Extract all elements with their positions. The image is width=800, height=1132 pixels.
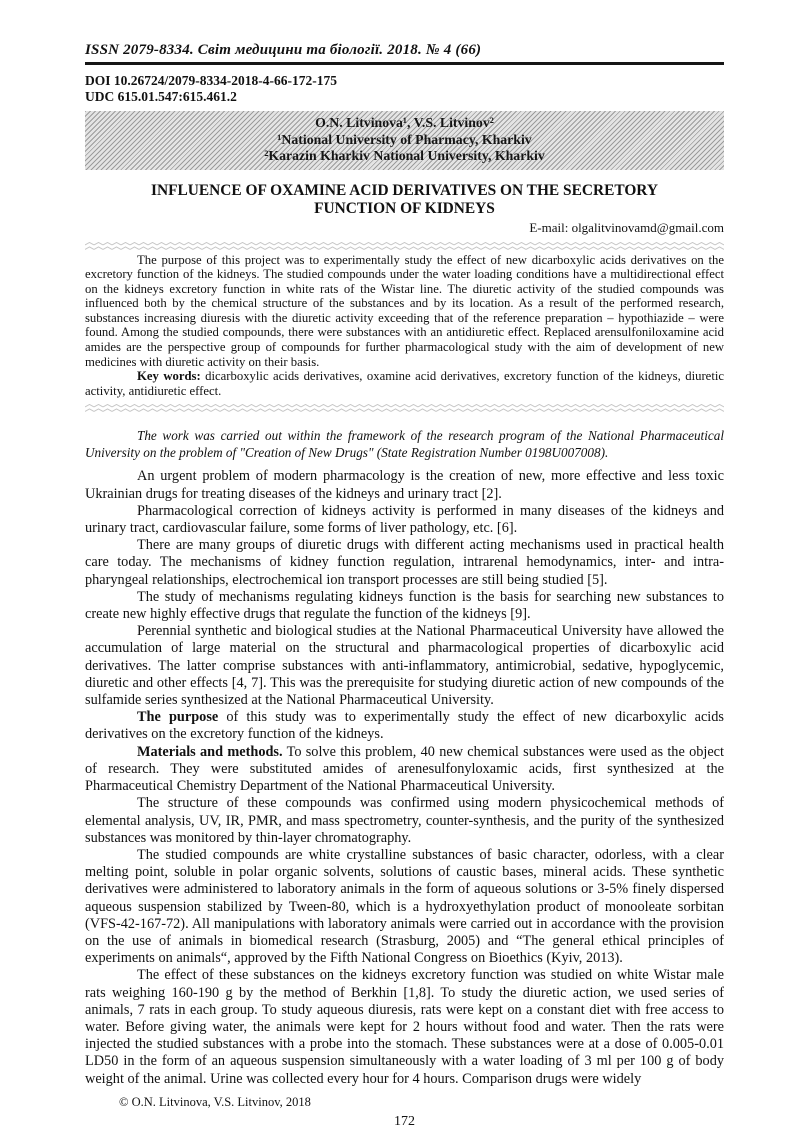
affiliation-2: ²Karazin Kharkiv National University, Kharkiv (264, 148, 545, 163)
body-paragraph: The studied compounds are white crystalline substances of basic character, odorless, with a clear melting point, soluble in polar organic solvents, solutions of caustic bases, mineral acids. These synthetic derivatives were administered to laboratory animals in the form of aqueous solutions or 3-5% finely dispersed aqueous suspension stabilized by Tween-80, which is a hydroxyethylation product of monooleate sorbitan (VFS-42-167-72). All manipulations with laboratory animals were carried out in accordance with the provision on the use of animals in biomedical research (Strasburg, 2005) and “The general ethical principles of experiments on animals“, approved by the Fifth National Congress on Bioethics (Kyiv, 2013). (85, 846, 724, 967)
keywords-line (85, 369, 724, 398)
header-rule (85, 62, 724, 65)
keywords-text: dicarboxylic acids derivatives, oxamine acid derivatives, excretory function of the kidneys, diuretic activity, antidiuretic effect. (85, 369, 724, 398)
article-body (85, 468, 724, 1087)
email-line: E-mail: olgalitvinovamd@gmail.com (529, 219, 724, 235)
body-paragraph: The structure of these compounds was confirmed using modern physicochemical methods of elemental analysis, UV, IR, PMR, and mass spectrometry, counter-synthesis, and the purity of the synthesized substances was monitored by thin-layer chromatography. (85, 795, 724, 846)
issn-header: ISSN 2079-8334. Світ медицини та біології. 2018. № 4 (66) (85, 42, 482, 58)
copyright-line: © O.N. Litvinova, V.S. Litvinov, 2018 (119, 1094, 311, 1109)
body-paragraph: Perennial synthetic and biological studies at the National Pharmaceutical University have allowed the accumulation of large material on the structural and pharmacological properties of dicarboxylic acid derivatives. The latter comprise substances with anti-inflammatory, antimicrobial, sedative, hypoglycemic, diuretic and other effects [4, 7]. This was the prerequisite for studying diuretic action of new compounds of the sulfamide series synthesized at the National Pharmaceutical University. (85, 623, 724, 709)
body-paragraph: An urgent problem of modern pharmacology is the creation of new, more effective and less toxic Ukrainian drugs for treating diseases of the kidneys and urinary tract [2]. (85, 468, 724, 502)
abstract-text: The purpose of this project was to experimentally study the effect of new dicarboxylic acids derivatives on the excretory function of the kidneys. The studied compounds under the water loading conditions have a multidirectional effect on the kidneys excretory function in white rats of the Wistar line. The diuretic activity of the studied compounds was influenced both by the chemical structure of the substances and by its location. As a result of the performed research, substances increasing diuresis with the diuretic activity exceeding that of the reference preparation – hypothiazide – were found. Among the studied compounds, there were substances with an antidiuretic effect. Replaced arensulfoniloxamine acid amides are the perspective group of compounds for further pharmacological study with the aim of development of new medicines with diuretic activity on their basis. (85, 252, 724, 369)
affiliation-1: ¹National University of Pharmacy, Kharkiv (277, 131, 532, 147)
keywords-label: Key words: (137, 369, 201, 384)
page-number: 172 (394, 1113, 415, 1129)
body-paragraph-purpose: The purpose of this study was to experimentally study the effect of new dicarboxylic acids derivatives on the excretory function of the kidneys. (85, 709, 724, 743)
paper-title: INFLUENCE OF OXAMINE ACID DERIVATIVES ON THE SECRETORY FUNCTION OF KIDNEYS (150, 181, 659, 217)
udc-line: UDC 615.01.547:615.461.2 (85, 89, 237, 104)
doi-line: DOI 10.26724/2079-8334-2018-4-66-172-175 (85, 73, 337, 88)
body-paragraph: There are many groups of diuretic drugs with different acting mechanisms used in practical health care today. The mechanisms of kidney function regulation, intrarenal hemodynamics, inter- and intra-pharyngeal relationships, electrochemical ion transport processes are still being studied [5]. (85, 537, 724, 588)
zigzag-divider-top (85, 242, 724, 251)
abstract-block (85, 253, 724, 399)
zigzag-divider-bottom (85, 404, 724, 413)
body-paragraph: The effect of these substances on the kidneys excretory function was studied on white Wistar male rats weighing 160-190 g by the method of Berkhin [1,8]. To study the diuretic action, we used series of animals, 7 rats in each group. To study aqueous diuresis, rats were kept on a constant diet with free access to water. Before giving water, the animals were kept for 2 hours without food and water. Then the rats were injected the studied substances with a probe into the stomach. These substances were at a dose of 0.005-0.01 LD50 in the form of an aqueous suspension simultaneously with a water loading of 3 ml per 100 g of body weight of the animal. Urine was collected every hour for 4 hours. Comparison drugs were widely (85, 967, 724, 1087)
authors-block (85, 111, 724, 170)
body-paragraph: Pharmacological correction of kidneys activity is performed in many diseases of the kidneys and urinary tract, cardiovascular failure, some forms of liver pathology, etc. [6]. (85, 502, 724, 537)
body-paragraph-materials: Materials and methods. To solve this problem, 40 new chemical substances were used as the object of research. They were substituted amides of arenesulfonyloxamic acids, first synthesized at the Pharmaceutical Chemistry Department of the National Pharmaceutical University. (85, 743, 724, 795)
body-paragraph: The study of mechanisms regulating kidneys function is the basis for searching new substances to create new highly effective drugs that regulate the function of the kidneys [9]. (85, 588, 724, 623)
funding-note: The work was carried out within the framework of the research program of the National Pharmaceutical University on the problem of "Creation of New Drugs" (State Registration Number 0198U007008). (85, 428, 724, 460)
authors-names: O.N. Litvinova¹, V.S. Litvinov² (315, 115, 494, 130)
